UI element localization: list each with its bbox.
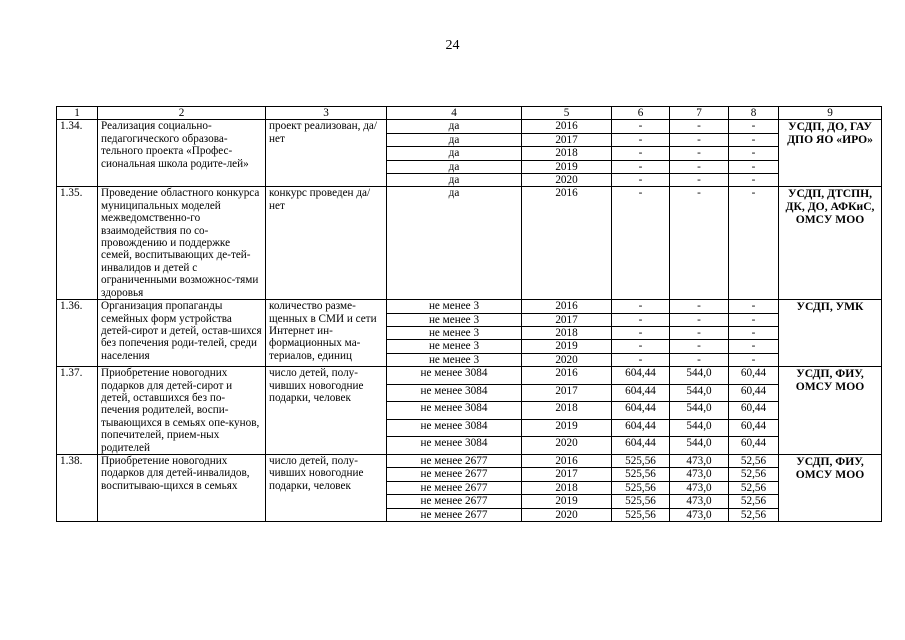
funding-total: 604,44 (612, 402, 670, 420)
funding-regional: - (670, 300, 729, 313)
funding-regional: 544,0 (670, 419, 729, 437)
table-row (57, 454, 882, 467)
funding-total: 604,44 (612, 384, 670, 402)
funding-regional: 473,0 (670, 481, 729, 494)
funding-total: 604,44 (612, 437, 670, 455)
funding-regional: 544,0 (670, 402, 729, 420)
page-number: 24 (445, 38, 460, 53)
funding-total: 604,44 (612, 419, 670, 437)
funding-other: - (729, 340, 779, 353)
funding-total: - (612, 147, 670, 160)
funding-total: - (612, 353, 670, 366)
funding-total: - (612, 133, 670, 146)
target-value: да (387, 187, 522, 300)
table-row (57, 367, 882, 385)
funding-other: - (729, 174, 779, 187)
header-cell: 3 (266, 107, 387, 120)
funding-regional: - (670, 120, 729, 133)
measure-name: Приобретение новогодних подарков для детей-инвалидов, воспитываю-щихся в семьях (98, 454, 266, 521)
funding-other: - (729, 300, 779, 313)
year: 2017 (522, 468, 612, 481)
target-value: не менее 3084 (387, 402, 522, 420)
funding-regional: 473,0 (670, 468, 729, 481)
year: 2016 (522, 187, 612, 300)
target-value: не менее 2677 (387, 468, 522, 481)
target-value: не менее 2677 (387, 481, 522, 494)
measure-name: Приобретение новогодних подарков для детей-сирот и детей, оставшихся без по-печения родителей, воспи-тывающихся в семьях опе-кунов, попечителей, прием-ных родителей (98, 367, 266, 455)
year: 2018 (522, 481, 612, 494)
funding-regional: 473,0 (670, 454, 729, 467)
funding-total: 604,44 (612, 367, 670, 385)
header-row (57, 107, 882, 120)
measure-name: Организация пропаганды семейных форм устройства детей-сирот и детей, остав-шихся без попечения роди-телей, среди населения (98, 300, 266, 367)
executors: УСДП, УМК (779, 300, 882, 367)
funding-other: 60,44 (729, 402, 779, 420)
year: 2019 (522, 160, 612, 173)
funding-other: - (729, 133, 779, 146)
funding-total: - (612, 187, 670, 300)
table-row (57, 300, 882, 313)
year: 2017 (522, 133, 612, 146)
header-cell: 6 (612, 107, 670, 120)
funding-total: - (612, 160, 670, 173)
funding-total: 525,56 (612, 454, 670, 467)
year: 2017 (522, 384, 612, 402)
funding-other: 52,56 (729, 454, 779, 467)
header-cell: 4 (387, 107, 522, 120)
target-value: да (387, 174, 522, 187)
funding-regional: - (670, 313, 729, 326)
target-value: не менее 3084 (387, 437, 522, 455)
funding-total: - (612, 340, 670, 353)
funding-regional: - (670, 187, 729, 300)
funding-regional: 473,0 (670, 495, 729, 508)
year: 2019 (522, 340, 612, 353)
item-number: 1.38. (57, 454, 98, 521)
year: 2018 (522, 326, 612, 339)
funding-regional: 544,0 (670, 437, 729, 455)
item-number: 1.35. (57, 187, 98, 300)
funding-regional: - (670, 174, 729, 187)
funding-other: 52,56 (729, 508, 779, 521)
executors: УСДП, ДТСПН, ДК, ДО, АФКиС, ОМСУ МОО (779, 187, 882, 300)
target-value: не менее 3084 (387, 367, 522, 385)
program-table (56, 106, 882, 522)
funding-other: - (729, 326, 779, 339)
funding-other: 60,44 (729, 384, 779, 402)
indicator: конкурс проведен да/нет (266, 187, 387, 300)
year: 2019 (522, 419, 612, 437)
year: 2016 (522, 454, 612, 467)
measure-name: Проведение областного конкурса муниципальных моделей межведомственно-го взаимодействия по со-провождению и поддержке семей, воспитывающих де-тей-инвалидов и детей с ограниченными возможнос-тями здоровья (98, 187, 266, 300)
header-cell: 7 (670, 107, 729, 120)
year: 2020 (522, 508, 612, 521)
target-value: не менее 2677 (387, 508, 522, 521)
indicator: число детей, полу-чивших новогодние подарки, человек (266, 367, 387, 455)
year: 2017 (522, 313, 612, 326)
funding-total: 525,56 (612, 495, 670, 508)
funding-regional: - (670, 133, 729, 146)
funding-total: - (612, 300, 670, 313)
target-value: не менее 2677 (387, 495, 522, 508)
target-value: не менее 3 (387, 340, 522, 353)
year: 2016 (522, 300, 612, 313)
funding-regional: - (670, 353, 729, 366)
funding-regional: 544,0 (670, 384, 729, 402)
year: 2020 (522, 353, 612, 366)
year: 2016 (522, 120, 612, 133)
table-row (57, 120, 882, 133)
funding-other: - (729, 160, 779, 173)
funding-other: - (729, 187, 779, 300)
funding-regional: 473,0 (670, 508, 729, 521)
indicator: количество разме-щенных в СМИ и сети Интернет ин-формационных ма-териалов, единиц (266, 300, 387, 367)
header-cell: 8 (729, 107, 779, 120)
funding-total: 525,56 (612, 468, 670, 481)
funding-other: - (729, 353, 779, 366)
funding-total: 525,56 (612, 481, 670, 494)
funding-total: - (612, 174, 670, 187)
target-value: не менее 3084 (387, 384, 522, 402)
item-number: 1.37. (57, 367, 98, 455)
funding-regional: - (670, 326, 729, 339)
target-value: не менее 3 (387, 353, 522, 366)
funding-other: 60,44 (729, 367, 779, 385)
funding-other: 52,56 (729, 481, 779, 494)
header-cell: 1 (57, 107, 98, 120)
year: 2020 (522, 437, 612, 455)
funding-other: - (729, 147, 779, 160)
table-row (57, 187, 882, 300)
indicator: проект реализован, да/нет (266, 120, 387, 187)
funding-other: - (729, 313, 779, 326)
executors: УСДП, ФИУ, ОМСУ МОО (779, 454, 882, 521)
target-value: да (387, 133, 522, 146)
year: 2018 (522, 402, 612, 420)
target-value: не менее 3084 (387, 419, 522, 437)
funding-total: 525,56 (612, 508, 670, 521)
funding-other: - (729, 120, 779, 133)
target-value: да (387, 120, 522, 133)
funding-regional: - (670, 160, 729, 173)
year: 2018 (522, 147, 612, 160)
funding-total: - (612, 313, 670, 326)
funding-other: 60,44 (729, 437, 779, 455)
funding-regional: 544,0 (670, 367, 729, 385)
funding-total: - (612, 326, 670, 339)
funding-other: 52,56 (729, 495, 779, 508)
header-cell: 9 (779, 107, 882, 120)
item-number: 1.36. (57, 300, 98, 367)
target-value: не менее 3 (387, 326, 522, 339)
target-value: не менее 2677 (387, 454, 522, 467)
year: 2019 (522, 495, 612, 508)
year: 2020 (522, 174, 612, 187)
measure-name: Реализация социально-педагогического образова-тельного проекта «Профес-сиональная школа родите-лей» (98, 120, 266, 187)
executors: УСДП, ФИУ, ОМСУ МОО (779, 367, 882, 455)
funding-regional: - (670, 340, 729, 353)
header-cell: 5 (522, 107, 612, 120)
funding-other: 52,56 (729, 468, 779, 481)
funding-other: 60,44 (729, 419, 779, 437)
target-value: не менее 3 (387, 313, 522, 326)
item-number: 1.34. (57, 120, 98, 187)
target-value: да (387, 147, 522, 160)
year: 2016 (522, 367, 612, 385)
funding-regional: - (670, 147, 729, 160)
executors: УСДП, ДО, ГАУ ДПО ЯО «ИРО» (779, 120, 882, 187)
target-value: не менее 3 (387, 300, 522, 313)
table-body (57, 107, 882, 522)
funding-total: - (612, 120, 670, 133)
header-cell: 2 (98, 107, 266, 120)
indicator: число детей, полу-чивших новогодние подарки, человек (266, 454, 387, 521)
target-value: да (387, 160, 522, 173)
